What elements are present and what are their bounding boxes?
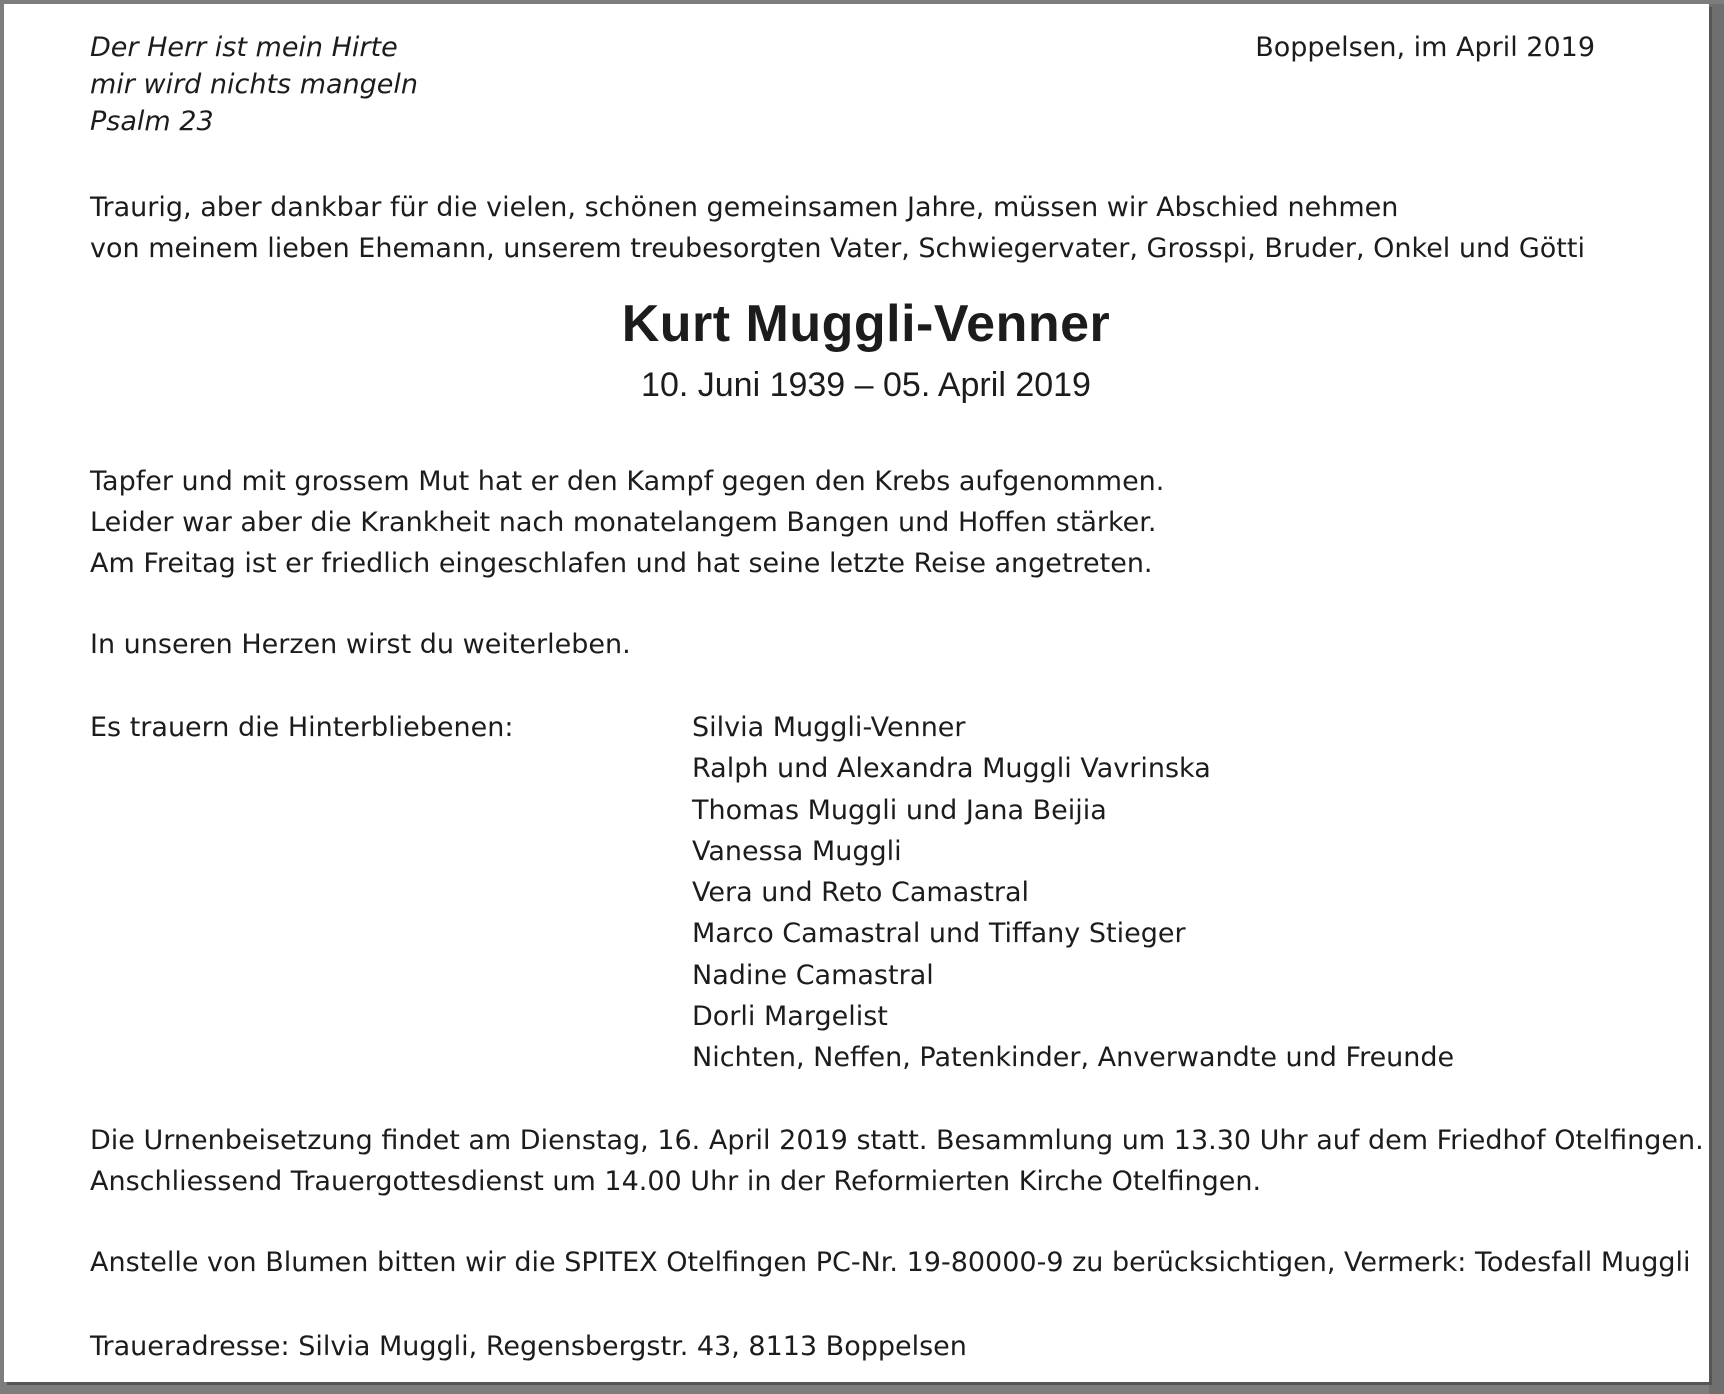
list-item: Nadine Camastral: [692, 959, 934, 991]
intro-line-2: von meinem lieben Ehemann, unserem treubesorgten Vater, Schwiegervater, Grosspi, Bruder, Onkel und Götti: [90, 233, 1585, 264]
list-item: Silvia Muggli-Venner: [692, 712, 966, 743]
story-line-1: Tapfer und mit grossem Mut hat er den Kampf gegen den Krebs aufgenommen.: [90, 466, 1165, 497]
list-item: Vera und Reto Camastral: [692, 877, 1030, 909]
list-item: Ralph und Alexandra Muggli Vavrinska: [692, 753, 1211, 785]
ceremony-line-2: Anschliessend Trauergottesdienst um 14.00 Uhr in der Reformierten Kirche Otelfingen.: [90, 1166, 1262, 1197]
ceremony-paragraph: [90, 1120, 1704, 1202]
intro-paragraph: [90, 187, 1585, 269]
address-text: Traueradresse: Silvia Muggli, Regensbergstr. 43, 8113 Boppelsen: [90, 1331, 967, 1362]
mourning-address: [90, 1326, 967, 1367]
motto-line-3: Psalm 23: [90, 106, 214, 137]
intro-line-1: Traurig, aber dankbar für die vielen, schönen gemeinsamen Jahre, müssen wir Abschied nehmen: [90, 192, 1399, 223]
story-line-3: Am Freitag ist er friedlich eingeschlafen und hat seine letzte Reise angetreten.: [90, 548, 1153, 579]
list-item: Vanessa Muggli: [692, 835, 902, 867]
story-line-2: Leider war aber die Krankheit nach monatelangem Bangen und Hoffen stärker.: [90, 507, 1157, 538]
farewell-text: In unseren Herzen wirst du weiterleben.: [90, 629, 631, 660]
motto-line-1: Der Herr ist mein Hirte: [90, 32, 398, 63]
psalm-motto: [90, 29, 418, 140]
story-paragraph: [90, 461, 1164, 584]
donation-text: Anstelle von Blumen bitten wir die SPITEX Otelfingen PC-Nr. 19-80000-9 zu berücksichtigen, Vermerk: Todesfall Muggli: [90, 1247, 1691, 1278]
list-item: Dorli Margelist: [692, 1001, 888, 1033]
place-date: Boppelsen, im April 2019: [1255, 32, 1595, 63]
motto-line-2: mir wird nichts mangeln: [90, 69, 419, 100]
obituary-page: [4, 4, 1709, 1382]
deceased-name: Kurt Muggli-Venner: [621, 295, 1111, 353]
page-shadow: [1709, 4, 1724, 1394]
donation-note: [90, 1242, 1691, 1283]
ceremony-line-1: Die Urnenbeisetzung findet am Dienstag, 16. April 2019 statt. Besammlung um 13.30 Uhr auf dem Friedhof Otelfingen.: [90, 1125, 1704, 1156]
list-item: Thomas Muggli und Jana Beijia: [692, 794, 1107, 826]
list-item: Nichten, Neffen, Patenkinder, Anverwandte und Freunde: [692, 1042, 1455, 1074]
list-item: Marco Camastral und Tiffany Stieger: [692, 918, 1186, 950]
life-dates: 10. Juni 1939 – 05. April 2019: [641, 366, 1091, 404]
mourners-list: [692, 707, 1454, 1079]
farewell-line: [90, 624, 631, 665]
mourners-label: Es trauern die Hinterbliebenen:: [90, 712, 514, 743]
